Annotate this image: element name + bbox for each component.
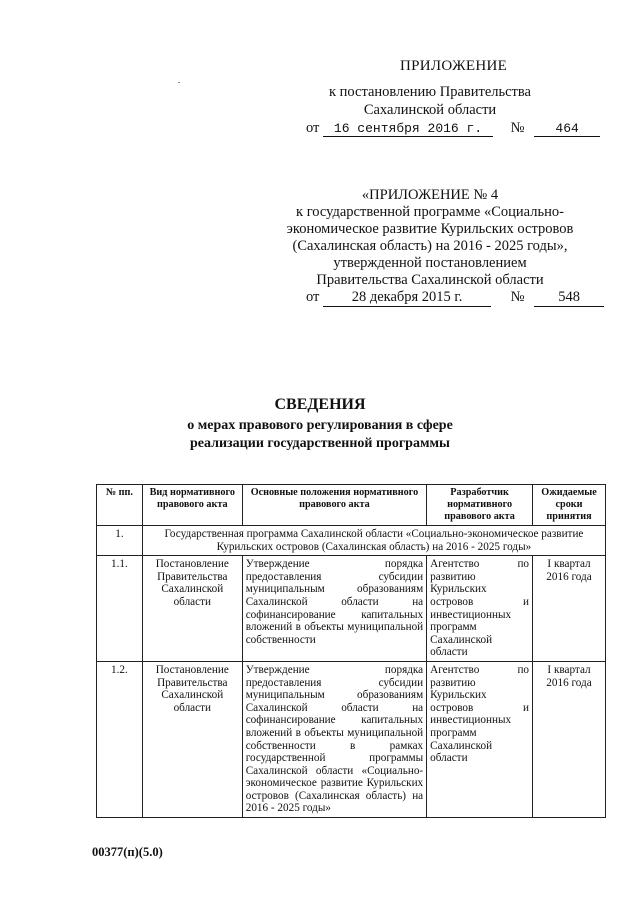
- measures-table: [96, 484, 606, 818]
- annex-number-line: [306, 120, 600, 137]
- row-content: Утверждение порядка предоставления субсидии муниципальным образованиям Сахалинской области на софинансирование капитальных вложений в объекты муниципальной собственности: [242, 556, 426, 662]
- header-num: № пп.: [97, 485, 143, 526]
- table-header-row: [97, 485, 606, 526]
- scan-speck: [178, 82, 180, 83]
- section-text: Государственная программа Сахалинской области «Социально-экономическое развитие Курильских островов (Сахалинская область) на 2016 - 2025 годы»: [142, 526, 605, 556]
- annex-num-label: №: [510, 120, 525, 136]
- header-term: Ожидаемые сроки принятия: [533, 485, 606, 526]
- table-row: [97, 556, 606, 662]
- annex-line-2: Сахалинской области: [363, 102, 497, 118]
- annex-from-label: от: [306, 120, 320, 136]
- annex4-title: «ПРИЛОЖЕНИЕ № 4: [361, 187, 499, 203]
- annex4-line-3: (Сахалинская область) на 2016 - 2025 годы»,: [292, 238, 568, 254]
- row-developer: Агентство по развитию Курильских островов и инвестиционных программ Сахалинской области: [427, 661, 533, 817]
- annex4-line-4: утвержденной постановлением: [333, 255, 527, 271]
- annex4-num-label: №: [510, 289, 525, 305]
- row-act-type: Постановление Правительства Сахалинской области: [142, 661, 242, 817]
- row-num: 1.1.: [97, 556, 143, 662]
- annex4-line-2: экономическое развитие Курильских островов: [286, 221, 574, 237]
- row-act-type: Постановление Правительства Сахалинской области: [142, 556, 242, 662]
- annex-number: 464: [534, 121, 600, 137]
- annex4-line-5: Правительства Сахалинской области: [316, 272, 544, 288]
- table-section-row: [97, 526, 606, 556]
- header-developer: Разработчик нормативного правового акта: [427, 485, 533, 526]
- annex4-from-label: от: [306, 289, 320, 305]
- row-num: 1.2.: [97, 661, 143, 817]
- doc-subheading-2: реализации государственной программы: [190, 436, 450, 451]
- annex4-line-1: к государственной программе «Социально-: [296, 204, 564, 220]
- section-num: 1.: [97, 526, 143, 556]
- doc-heading: СВЕДЕНИЯ: [274, 396, 366, 413]
- annex4-number: 548: [534, 289, 604, 307]
- annex-date: 16 сентября 2016 г.: [323, 121, 493, 137]
- table-row: [97, 661, 606, 817]
- annex4-number-line: [306, 289, 604, 307]
- header-content: Основные положения нормативного правового акта: [242, 485, 426, 526]
- annex-line-1: к постановлению Правительства: [329, 84, 531, 100]
- row-term: I квартал 2016 года: [533, 661, 606, 817]
- annex4-date: 28 декабря 2015 г.: [323, 289, 491, 307]
- document-code: 00377(п)(5.0): [92, 845, 163, 859]
- header-act-type: Вид нормативного правового акта: [142, 485, 242, 526]
- row-content: Утверждение порядка предоставления субсидии муниципальным образованиям Сахалинской области на софинансирование капитальных вложений в объекты муниципальной собственности в рамках государственной программы Сахалинской области «Социально-экономическое развитие Курильских островов (Сахалинская область) на 2016 - 2025 годы»: [242, 661, 426, 817]
- doc-subheading-1: о мерах правового регулирования в сфере: [187, 418, 453, 433]
- row-developer: Агентство по развитию Курильских островов и инвестиционных программ Сахалинской области: [427, 556, 533, 662]
- annex-title: ПРИЛОЖЕНИЕ: [400, 58, 508, 74]
- row-term: I квартал 2016 года: [533, 556, 606, 662]
